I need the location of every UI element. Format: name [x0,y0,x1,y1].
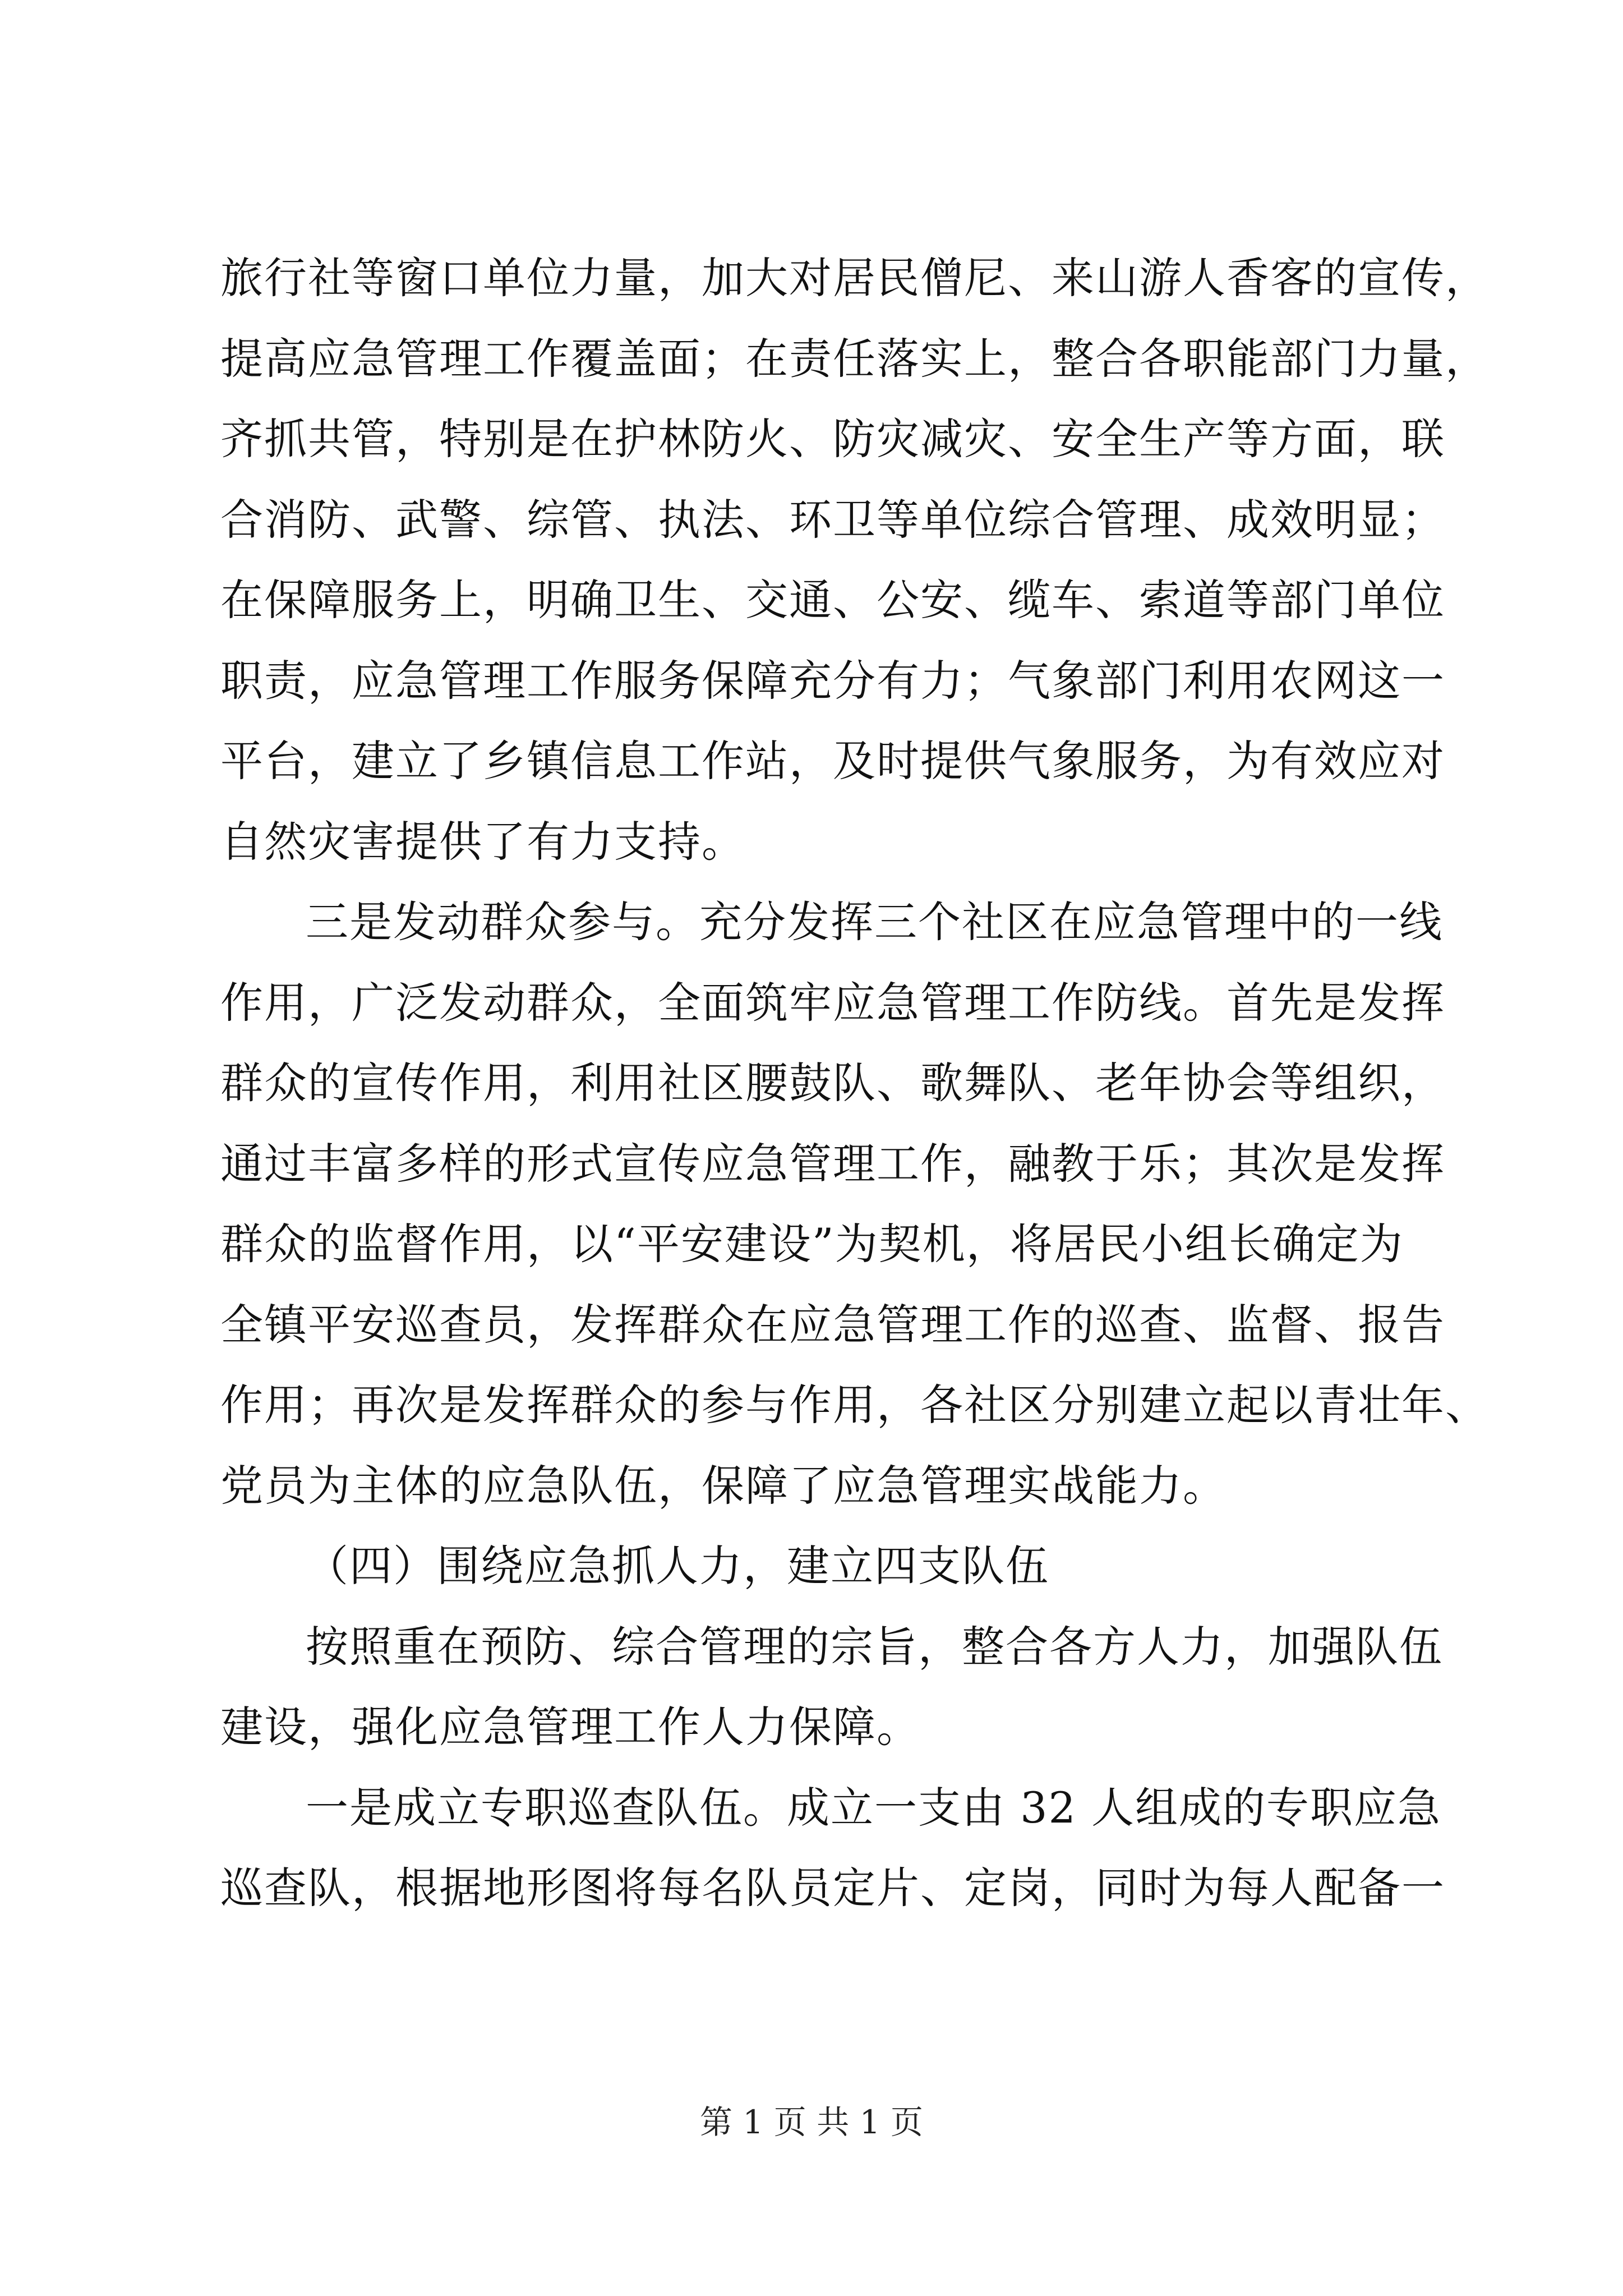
text-line: 群众的宣传作用，利用社区腰鼓队、歌舞队、老年协会等组织， [220,1058,1445,1108]
text-line: 齐抓共管，特别是在护林防火、防灾减灾、安全生产等方面，联 [220,414,1445,464]
document-body [220,238,1489,1929]
text-line: 作用；再次是发挥群众的参与作用，各社区分别建立起以青壮年、 [220,1380,1489,1430]
text-line: 党员为主体的应急队伍，保障了应急管理实战能力。 [220,1460,1227,1511]
text-line: 平台，建立了乡镇信息工作站，及时提供气象服务，为有效应对 [220,736,1445,786]
text-line: 合消防、武警、综管、执法、环卫等单位综合管理、成效明显； [220,494,1445,545]
page-footer: 第 1 页 共 1 页 [700,2103,923,2141]
paragraph-start-line: 三是发动群众参与。充分发挥三个社区在应急管理中的一线 [306,897,1443,947]
text-line: 群众的监督作用，以“平安建设”为契机，将居民小组长确定为 [220,1219,1404,1269]
section-heading: （四）围绕应急抓人力，建立四支队伍 [306,1541,1049,1591]
text-line: 巡查队，根据地形图将每名队员定片、定岗，同时为每人配备一 [220,1863,1445,1913]
text-line: 自然灾害提供了有力支持。 [220,816,745,867]
text-line: 通过丰富多样的形式宣传应急管理工作，融教于乐；其次是发挥 [220,1138,1445,1189]
text-line: 旅行社等窗口单位力量，加大对居民僧尼、来山游人香客的宣传， [220,253,1489,303]
text-line: 在保障服务上，明确卫生、交通、公安、缆车、索道等部门单位 [220,575,1445,625]
text-line: 提高应急管理工作覆盖面；在责任落实上，整合各职能部门力量， [220,333,1489,384]
paragraph-start-line: 按照重在预防、综合管理的宗旨，整合各方人力，加强队伍 [306,1621,1443,1672]
paragraph-start-line: 一是成立专职巡查队伍。成立一支由 32 人组成的专职应急 [306,1782,1442,1833]
text-line: 作用，广泛发动群众，全面筑牢应急管理工作防线。首先是发挥 [220,977,1445,1028]
text-line: 建设，强化应急管理工作人力保障。 [220,1702,920,1752]
text-line: 职责，应急管理工作服务保障充分有力；气象部门利用农网这一 [220,655,1445,706]
text-line: 全镇平安巡查员，发挥群众在应急管理工作的巡查、监督、报告 [220,1299,1445,1350]
